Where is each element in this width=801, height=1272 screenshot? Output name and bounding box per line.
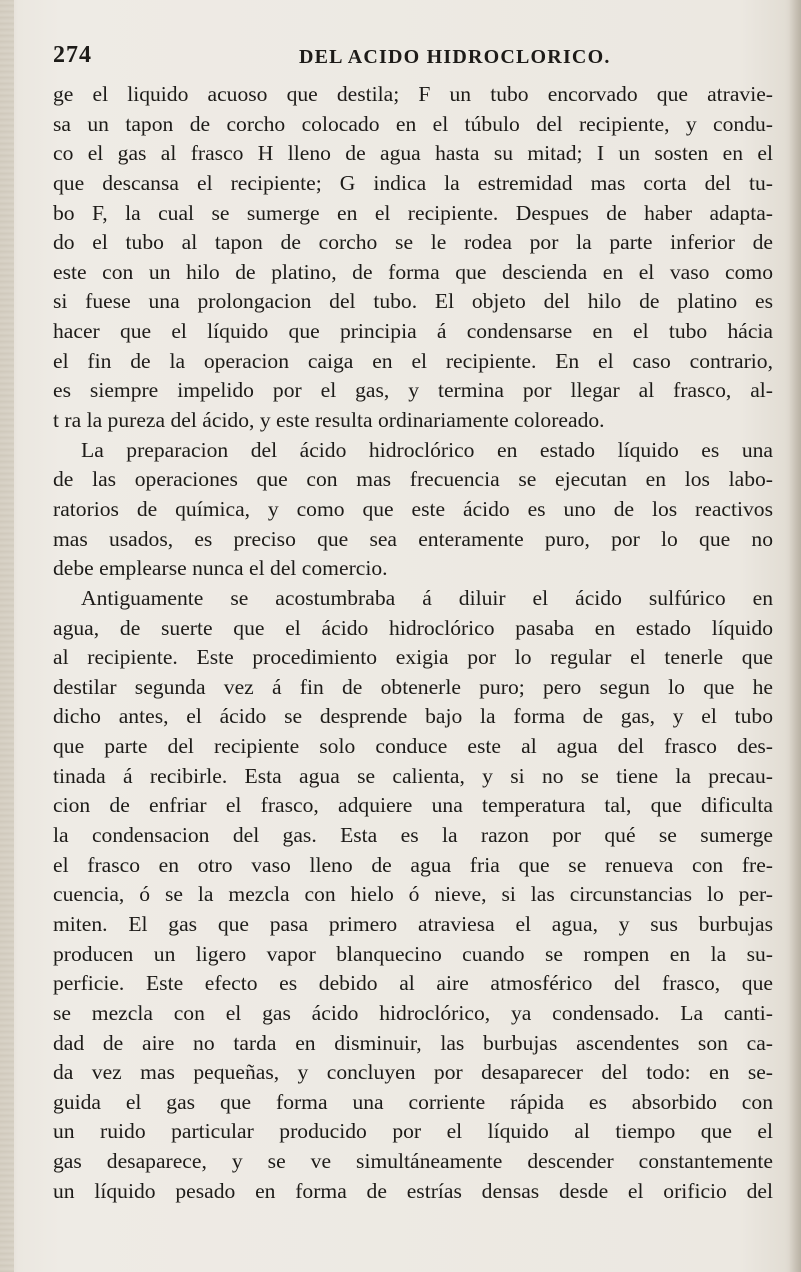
text-line: producen un ligero vapor blanquecino cuando se rompen en la su- <box>53 941 773 966</box>
text-line: al recipiente. Este procedimiento exigia por lo regular el tenerle que <box>53 645 773 670</box>
text-line: bo F, la cual se sumerge en el recipiente. Despues de haber adapta- <box>53 200 773 225</box>
binding-edge <box>0 0 14 1272</box>
text-line: destilar segunda vez á fin de obtenerle puro; pero segun lo que he <box>53 674 773 699</box>
text-line: Antiguamente se acostumbraba á diluir el ácido sulfúrico en <box>81 585 773 610</box>
text-line: debe emplearse nunca el del comercio. <box>53 556 388 581</box>
text-line: que descansa el recipiente; G indica la estremidad mas corta del tu- <box>53 170 773 195</box>
text-line: co el gas al frasco H lleno de agua hasta su mitad; I un sosten en el <box>53 141 773 166</box>
text-line: que parte del recipiente solo conduce este al agua del frasco des- <box>53 734 773 759</box>
body-text <box>53 80 773 1206</box>
text-line: un líquido pesado en forma de estrías densas desde el orificio del <box>53 1178 773 1203</box>
text-line: La preparacion del ácido hidroclórico en estado líquido es una <box>81 437 773 462</box>
text-line: el fin de la operacion caiga en el recipiente. En el caso contrario, <box>53 348 773 373</box>
text-line: sa un tapon de corcho colocado en el túbulo del recipiente, y condu- <box>53 111 773 136</box>
page-number: 274 <box>53 42 92 68</box>
text-line: hacer que el líquido que principia á condensarse en el tubo hácia <box>53 319 773 344</box>
text-line: cuencia, ó se la mezcla con hielo ó nieve, si las circunstancias lo per- <box>53 882 773 907</box>
text-line: si fuese una prolongacion del tubo. El objeto del hilo de platino es <box>53 289 773 314</box>
text-line: guida el gas que forma una corriente rápida es absorbido con <box>53 1089 773 1114</box>
text-line: dad de aire no tarda en disminuir, las burbujas ascendentes son ca- <box>53 1030 773 1055</box>
text-line: la condensacion del gas. Esta es la razon por qué se sumerge <box>53 823 773 848</box>
running-title: DEL ACIDO HIDROCLORICO. <box>299 46 611 68</box>
text-line: es siempre impelido por el gas, y termina por llegar al frasco, al- <box>53 378 773 403</box>
text-line: miten. El gas que pasa primero atraviesa el agua, y sus burbujas <box>53 911 773 936</box>
text-line: se mezcla con el gas ácido hidroclórico, ya condensado. La canti- <box>53 1000 773 1025</box>
page-edge-shadow <box>789 0 801 1272</box>
text-line: ratorios de química, y como que este ácido es uno de los reactivos <box>53 496 773 521</box>
text-line: el frasco en otro vaso lleno de agua fria que se renueva con fre- <box>53 852 773 877</box>
text-line: da vez mas pequeñas, y concluyen por desaparecer del todo: en se- <box>53 1060 773 1085</box>
text-line: gas desaparece, y se ve simultáneamente descender constantemente <box>53 1149 773 1174</box>
text-line: tinada á recibirle. Esta agua se calienta, y si no se tiene la precau- <box>53 763 773 788</box>
text-line: un ruido particular producido por el líquido al tiempo que el <box>53 1119 773 1144</box>
text-line: ge el liquido acuoso que destila; F un tubo encorvado que atravie- <box>53 82 773 106</box>
text-line: de las operaciones que con mas frecuencia se ejecutan en los labo- <box>53 467 773 492</box>
text-line: mas usados, es preciso que sea enteramente puro, por lo que no <box>53 526 773 551</box>
text-line: dicho antes, el ácido se desprende bajo la forma de gas, y el tubo <box>53 704 773 729</box>
text-line: cion de enfriar el frasco, adquiere una temperatura tal, que dificulta <box>53 793 773 818</box>
text-line: t ra la pureza del ácido, y este resulta ordinariamente coloreado. <box>53 408 605 433</box>
text-line: agua, de suerte que el ácido hidroclórico pasaba en estado líquido <box>53 615 773 640</box>
page-header <box>53 44 773 78</box>
text-line: este con un hilo de platino, de forma que descienda en el vaso como <box>53 259 773 284</box>
text-line: do el tubo al tapon de corcho se le rodea por la parte inferior de <box>53 230 773 255</box>
text-line: perficie. Este efecto es debido al aire atmosférico del frasco, que <box>53 971 773 996</box>
